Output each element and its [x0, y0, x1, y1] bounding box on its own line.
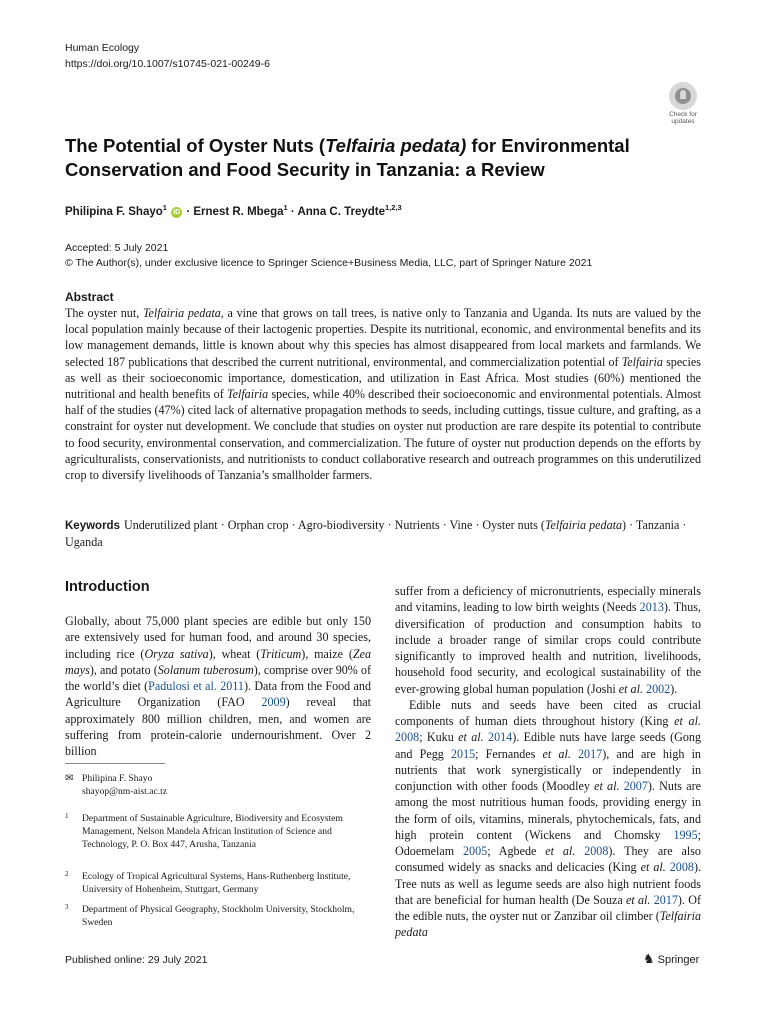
title-species: Telfairia pedata): [325, 135, 467, 156]
author-name[interactable]: Anna C. Treydte: [297, 205, 386, 218]
intro-paragraph: suffer from a deficiency of micronutrients, especially minerals and vitamins, leading to low birth weights (Needs 2013). Thus, diversification of production and consumption habits to include a broader range of similar crops could contribute significantly to improved health and nutrition, livelihoods, household food security, and ecological sustainability of the ever-growing global human population (Joshi et al. 2002).: [395, 584, 701, 696]
citation-link[interactable]: 2005: [463, 844, 488, 858]
author-list: Philipina F. Shayo$^1$ iD · Ernest R. Mbega$^1$ · Anna C. Treydte$^{1,2,3}$: [65, 203, 402, 218]
citation-link[interactable]: 2009: [261, 695, 286, 710]
author-name[interactable]: Philipina F. Shayo: [65, 205, 163, 218]
affiliation: 2 Ecology of Tropical Agricultural Systems, Hans-Ruthenberg Institute, University of Hohenheim, Stuttgart, Germany: [65, 870, 351, 895]
abstract-heading: Abstract: [65, 290, 114, 304]
badge-line2: updates: [671, 118, 695, 125]
affiliation: 3 Department of Physical Geography, Stockholm University, Stockholm, Sweden: [65, 903, 355, 928]
author-affil: 1: [283, 203, 288, 212]
publisher-name: Springer: [657, 954, 700, 966]
badge-line1: Check for: [669, 111, 697, 118]
journal-header: [65, 40, 270, 72]
published-online: Published online: 29 July 2021: [65, 954, 208, 966]
citation-link[interactable]: 2008: [669, 860, 694, 875]
check-for-updates-icon: [669, 82, 697, 110]
accepted-date: Accepted: 5 July 2021: [65, 242, 169, 254]
abstract-text: The oyster nut, Telfairia pedata, a vine that grows on tall trees, is native only to Tanzania and Uganda. Its nuts are valued by the local population mainly because of their lactogenic properties. Despite its nutritional, economic, and environmental benefits and its low management demands, little is known about why this species has almost disappeared from local markets and farmlands. We selected 187 publications that described the current nutritional, environmental, and commercialization potential of Telfairia species as well as their socioeconomic importance, domestication, and utilization in East Africa. Most studies (60%) mentioned the nutritional and health benefits of Telfairia species, while 40% described their socioeconomic and environmental potentials. Almost half of the studies (47%) cited lack of alternative propagation methods to seeds, including cuttings, tissue culture, and grafting, as a constraint for oyster nut development. We conclude that studies on oyster nut production are rare despite its potential to contribute to food security, environmental conservation, and commercialization. The future of oyster nut production depends on the efforts by agriculturalists, conservationists, and nutritionists to conduct collaborative research and outreach programmes on this underutilized crop to diversify livelihoods of Tanzania’s smallholder farmers.: [65, 306, 702, 483]
copyright-line: © The Author(s), under exclusive licence to Springer Science+Business Media, LLC, part of Springer Nature 2021: [65, 257, 593, 269]
footnote-divider: [65, 763, 165, 764]
corresponding-author: [65, 772, 365, 798]
envelope-icon: ✉: [65, 773, 74, 784]
intro-paragraph: Edible nuts and seeds have been cited as crucial components of human diets throughout history (King et al. 2008; Kuku et al. 2014). Edible nuts have large seeds (Gong and Pegg 2015; Fernandes et al. 2017), and are high in nutrients that work synergistically or independently in conjunction with other foods (Moodley et al. 2007). Nuts are among the most nutritious human foods, providing energy in the form of oils, vitamins, minerals, phytochemicals, fats, and high protein content (Wickens and Chomsky 1995; Odoemelam 2005; Agbede et al. 2008). They are also consumed widely as snacks and delicacies (King et al. 2008). Tree nuts as well as legume seeds are also high nutrient foods that are beneficial for human health (De Souza et al. 2017). Of the edible nuts, the oyster nut or Zanzibar oil climber (Telfairia pedata: [395, 697, 701, 940]
journal-name: Human Ecology: [65, 42, 140, 54]
doi-link[interactable]: https://doi.org/10.1007/s10745-021-00249-6: [65, 58, 270, 70]
corresponding-email[interactable]: shayop@nm-aist.ac.tz: [82, 786, 168, 797]
citation-link[interactable]: 2014: [488, 730, 513, 745]
author-affil: 1: [162, 203, 167, 212]
corresponding-name: Philipina F. Shayo: [82, 773, 153, 784]
citation-link[interactable]: Padulosi et al. 2011: [148, 679, 244, 693]
citation-link[interactable]: 1995: [673, 827, 698, 842]
title-part: The Potential of Oyster Nuts (: [65, 135, 326, 156]
citation-link[interactable]: 2008: [395, 730, 420, 745]
citation-link[interactable]: 2017: [653, 892, 678, 907]
citation-link[interactable]: 2008: [584, 844, 609, 858]
author-name[interactable]: Ernest R. Mbega: [193, 205, 284, 218]
publisher-logo[interactable]: [643, 951, 699, 967]
keywords: Keywords Underutilized plant · Orphan crop · Agro-biodiversity · Nutrients · Vine · Oyster nuts (Telfairia pedata) · Tanzania · Uganda: [65, 518, 687, 550]
introduction-left-column: [65, 613, 371, 759]
author-affil: 1,2,3: [385, 203, 402, 212]
introduction-right-column: [395, 583, 701, 941]
intro-paragraph: Globally, about 75,000 plant species are edible but only 150 are extensively used for human food, and around 30 species, including rice (Oryza sativa), wheat (Triticum), maize (Zea mays), and potato (Solanum tuberosum), comprise over 90% of the world’s diet (Padulosi et al. 2011). Data from the Food and Agriculture Organization (FAO 2009) reveal that approximately 800 million children, men, and women are suffering from protein-calorie undernourishment. Over 2 billion: [65, 614, 372, 758]
introduction-heading: Introduction: [65, 579, 150, 595]
citation-link[interactable]: 2013: [639, 600, 664, 615]
citation-link[interactable]: 2017: [578, 746, 603, 761]
article-dates: [65, 241, 592, 271]
check-for-updates-badge[interactable]: [662, 82, 704, 126]
citation-link[interactable]: 2002: [646, 681, 671, 696]
citation-link[interactable]: 2007: [623, 779, 648, 793]
citation-link[interactable]: 2015: [450, 746, 476, 761]
title-part: for Environmental Conservation and Food Security in Tanzania: a Review: [65, 135, 630, 180]
orcid-icon[interactable]: iD: [173, 208, 181, 216]
springer-horse-icon: ♞: [643, 951, 655, 966]
affiliation: 1 Department of Sustainable Agriculture, Biodiversity and Ecosystem Management, Nelson Mandela African Institution of Science and Technology, P. O. Box 447, Arusha, Tanzania: [65, 812, 343, 850]
article-title: [65, 134, 665, 182]
keywords-label: Keywords: [65, 520, 120, 532]
